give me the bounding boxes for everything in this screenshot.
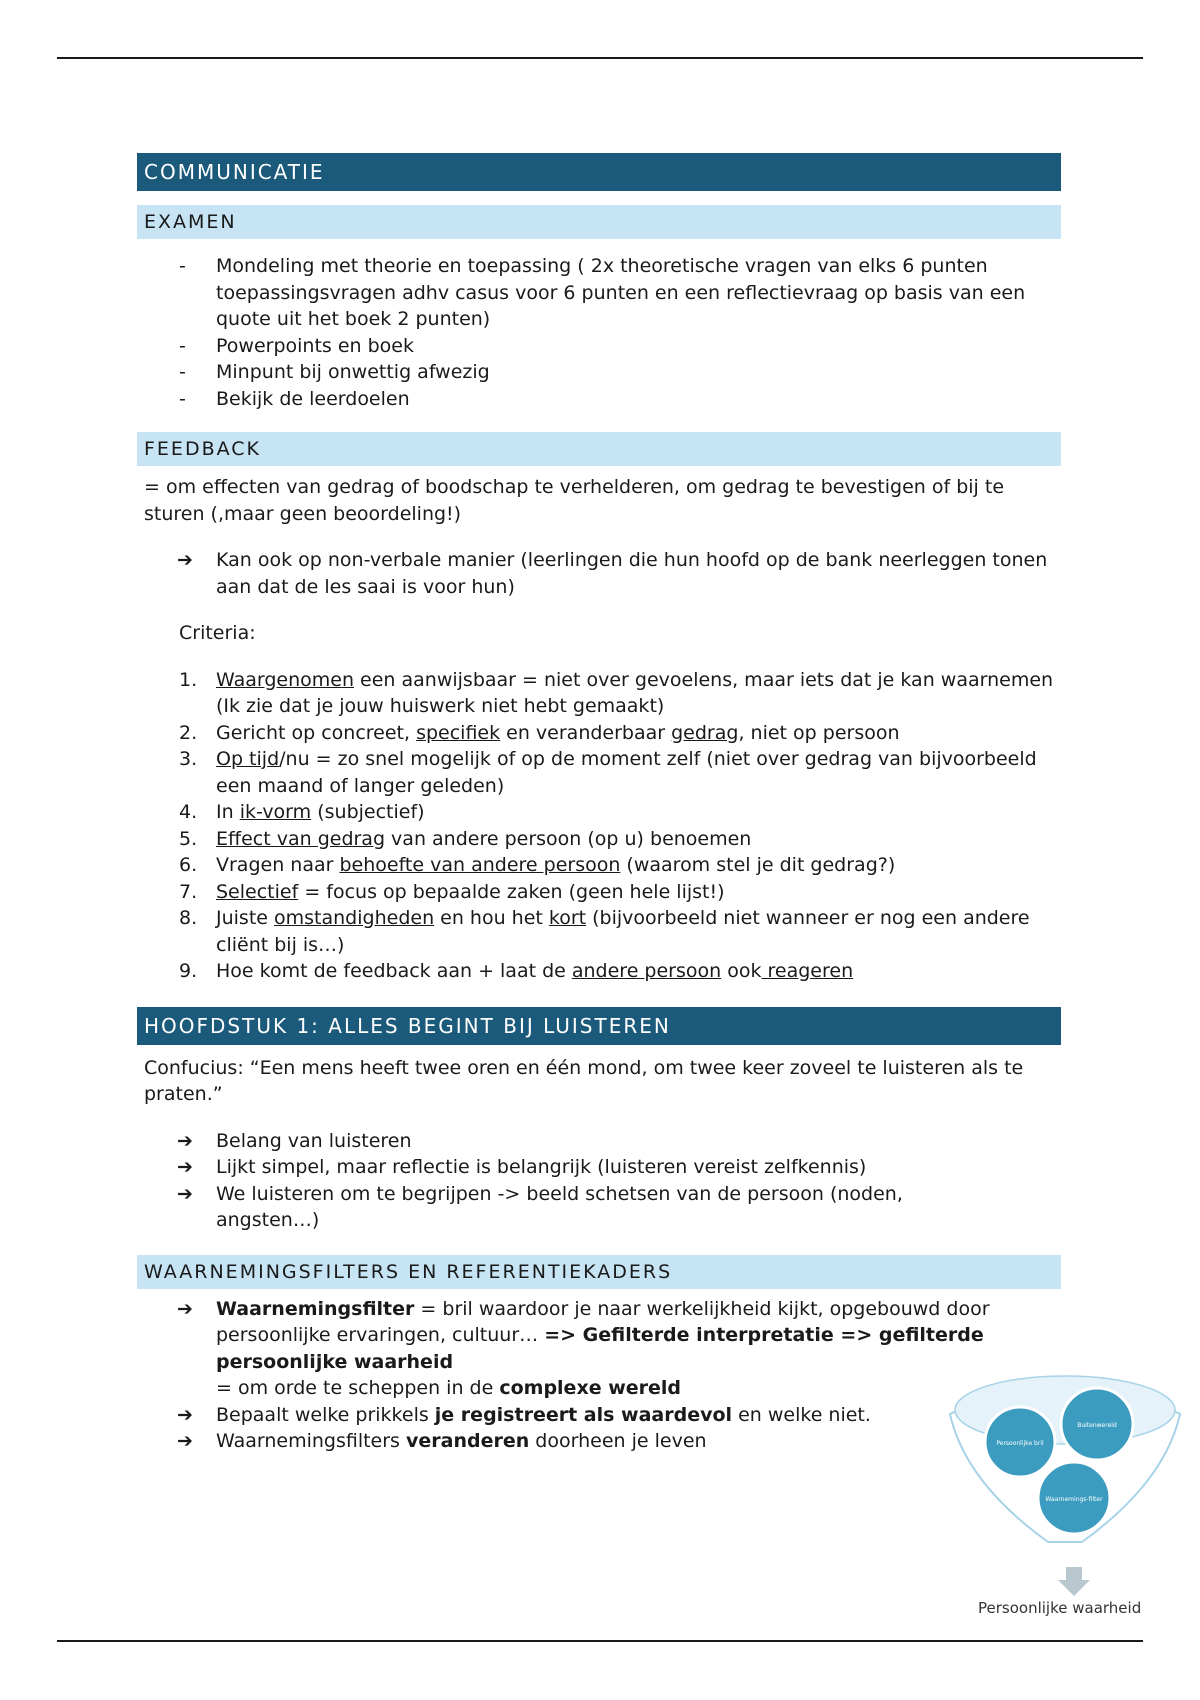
- arrow-icon: ➔: [177, 1430, 193, 1452]
- list-item: 9. Hoe komt de feedback aan + laat de andere persoon ook reageren: [179, 960, 854, 982]
- examen-list: [137, 253, 1061, 412]
- list-item: 1. Waargenomen een aanwijsbaar = niet over gevoelens, maar iets dat je kan waarnemen (Ik zie dat je jouw huiswerk niet hebt gemaakt): [179, 668, 1054, 717]
- heading-feedback: FEEDBACK: [137, 432, 1061, 466]
- list-item: - Minpunt bij onwettig afwezig: [137, 359, 1061, 386]
- criteria-list: [137, 667, 1061, 985]
- waarneming-list: [137, 1296, 1061, 1455]
- feedback-definition: = om effecten van gedrag of boodschap te verhelderen, om gedrag te bevestigen of bij te sturen (,maar geen beoordeling!): [144, 476, 1005, 525]
- list-item: ➔ Kan ook op non-verbale manier (leerlingen die hun hoofd op de bank neerleggen tonen aan dat de les saai is voor hun): [177, 549, 1048, 598]
- list-item: ➔ Waarnemingsfilters veranderen doorheen je leven: [137, 1428, 1061, 1455]
- list-item: 3. Op tijd/nu = zo snel mogelijk of op de moment zelf (niet over gedrag van bijvoorbeeld een maand of langer geleden): [179, 748, 1037, 797]
- luisteren-list: [137, 1128, 1061, 1234]
- waarnemingsfilter-diagram: [940, 1362, 1190, 1632]
- list-item: ➔ Bepaalt welke prikkels je registreert als waardevol en welke niet.: [137, 1402, 1061, 1429]
- list-item: - Mondeling met theorie en toepassing ( 2x theoretische vragen van elks 6 punten toepassingsvragen adhv casus voor 6 punten en een reflectievraag op basis van een quote uit het boek 2 punten): [179, 255, 1026, 330]
- down-arrow-icon: [1058, 1567, 1090, 1596]
- top-rule: [57, 57, 1143, 59]
- arrow-icon: ➔: [177, 1297, 193, 1320]
- list-item: 4. In ik-vorm (subjectief): [179, 801, 425, 823]
- arrow-icon: ➔: [177, 549, 193, 571]
- heading-waarnemingsfilters: WAARNEMINGSFILTERS EN REFERENTIEKADERS: [137, 1255, 1061, 1289]
- arrow-icon: ➔: [177, 1156, 193, 1178]
- list-item: ➔ We luisteren om te begrijpen -> beeld schetsen van de persoon (noden, angsten…): [177, 1182, 903, 1231]
- list-item: ➔ Waarnemingsfilter = bril waardoor je naar werkelijkheid kijkt, opgebouwd door persoonlijke ervaringen, cultuur… => Gefilterde interpretatie => gefilterde persoonlijke waarheid = om orde te scheppen in de complexe wereld: [177, 1297, 990, 1399]
- dash-bullet: -: [179, 361, 186, 383]
- diagram-caption: Persoonlijke waarheid: [978, 1599, 1142, 1617]
- arrow-icon: ➔: [177, 1182, 193, 1205]
- list-item: 2. Gericht op concreet, specifiek en veranderbaar gedrag, niet op persoon: [179, 721, 900, 744]
- arrow-icon: ➔: [177, 1129, 193, 1152]
- dash-bullet: -: [179, 334, 186, 357]
- heading-hoofdstuk-1: HOOFDSTUK 1: ALLES BEGINT BIJ LUISTEREN: [137, 1007, 1061, 1045]
- list-item: ➔ Belang van luisteren: [137, 1128, 1061, 1155]
- dash-bullet: -: [179, 255, 186, 277]
- circle-label: Persoonlijke bril: [996, 1440, 1044, 1447]
- feedback-arrow-list: [137, 547, 1061, 600]
- heading-examen: EXAMEN: [137, 205, 1061, 239]
- list-item: - Powerpoints en boek: [137, 333, 1061, 360]
- list-item: 6. Vragen naar behoefte van andere persoon (waarom stel je dit gedrag?): [179, 854, 896, 876]
- circle-label: Buitenwereld: [1077, 1422, 1117, 1429]
- arrow-icon: ➔: [177, 1403, 193, 1426]
- list-item: 5. Effect van gedrag van andere persoon (op u) benoemen: [179, 827, 752, 850]
- list-item: ➔ Lijkt simpel, maar reflectie is belangrijk (luisteren vereist zelfkennis): [137, 1154, 1061, 1181]
- dash-bullet: -: [179, 387, 186, 410]
- bottom-rule: [57, 1640, 1143, 1642]
- circle-label: Waarnemings-filter: [1045, 1496, 1103, 1503]
- heading-communicatie: COMMUNICATIE: [137, 153, 1061, 191]
- criteria-label: Criteria:: [179, 622, 256, 644]
- list-item: - Bekijk de leerdoelen: [137, 386, 1061, 413]
- list-item: 7. Selectief = focus op bepaalde zaken (geen hele lijst!): [179, 880, 725, 903]
- list-item: 8. Juiste omstandigheden en hou het kort (bijvoorbeeld niet wanneer er nog een andere cliënt bij is…): [179, 907, 1030, 956]
- document-body: [137, 153, 1061, 1455]
- confucius-quote: Confucius: “Een mens heeft twee oren en één mond, om twee keer zoveel te luisteren als te praten.”: [144, 1056, 1024, 1105]
